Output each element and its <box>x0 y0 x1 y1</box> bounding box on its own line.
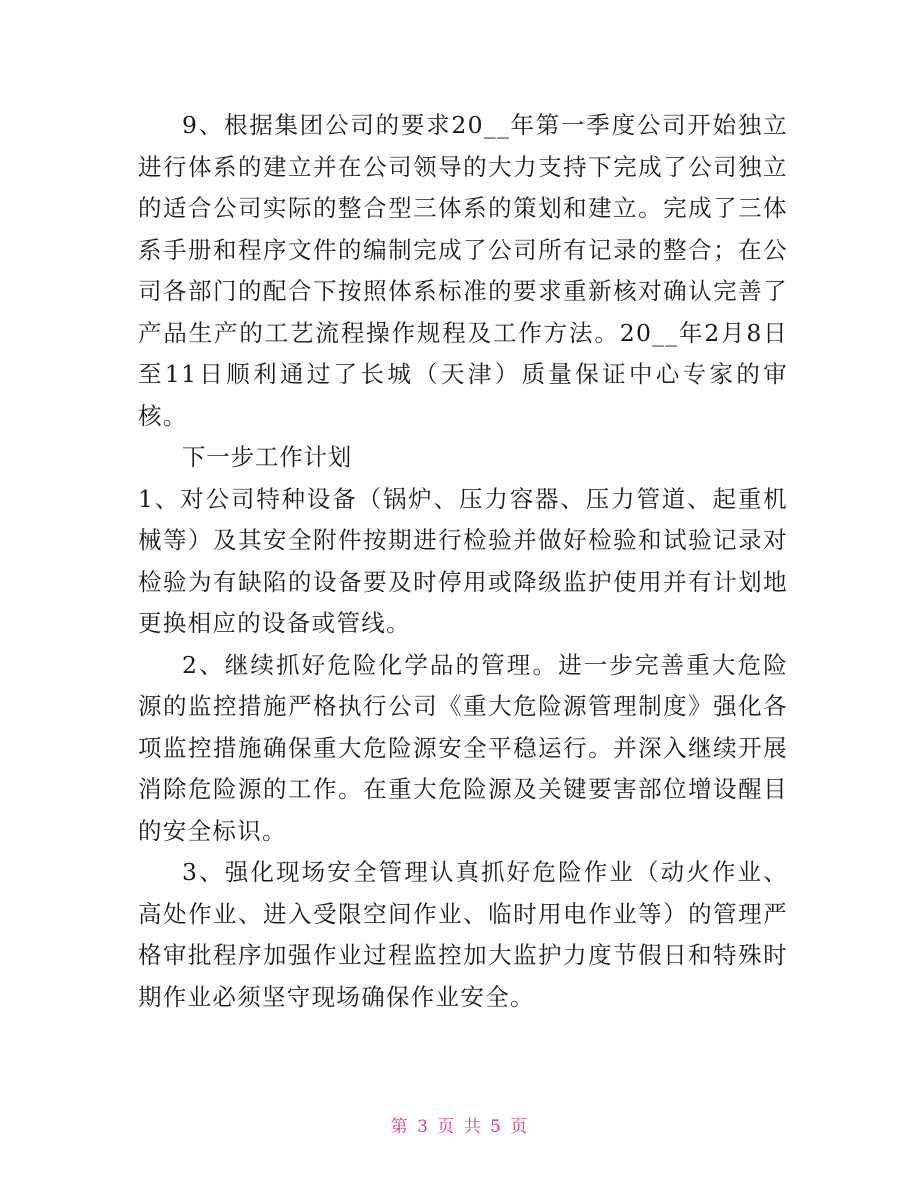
document-body <box>138 105 788 1018</box>
plan-item-1: 1、对公司特种设备（锅炉、压力容器、压力管道、起重机械等）及其安全附件按期进行检验并做好检验和试验记录对检验为有缺陷的设备要及时停用或降级监护使用并有计划地更换相应的设备或管线。 <box>138 484 788 637</box>
plan-item-3: 3、强化现场安全管理认真抓好危险作业（动火作业、高处作业、进入受限空间作业、临时用电作业等）的管理严格审批程序加强作业过程监控加大监护力度节假日和特殊时期作业必须坚守现场确保作业安全。 <box>138 858 788 1011</box>
plan-item-2: 2、继续抓好危险化学品的管理。进一步完善重大危险源的监控措施严格执行公司《重大危险源管理制度》强化各项监控措施确保重大危险源安全平稳运行。并深入继续开展消除危险源的工作。在重大危险源及关键要害部位增设醒目的安全标识。 <box>138 650 788 845</box>
section-heading-next-steps: 下一步工作计划 <box>182 443 353 471</box>
page-number-footer: 第 3 页 共 5 页 <box>390 1117 530 1137</box>
paragraph-item-9: 9、根据集团公司的要求20__年第一季度公司开始独立进行体系的建立并在公司领导的大力支持下完成了公司独立的适合公司实际的整合型三体系的策划和建立。完成了三体系手册和程序文件的编制完成了公司所有记录的整合；在公司各部门的配合下按照体系标准的要求重新核对确认完善了产品生产的工艺流程操作规程及工作方法。20__年2月8日至11日顺利通过了长城（天津）质量保证中心专家的审核。 <box>138 111 788 430</box>
